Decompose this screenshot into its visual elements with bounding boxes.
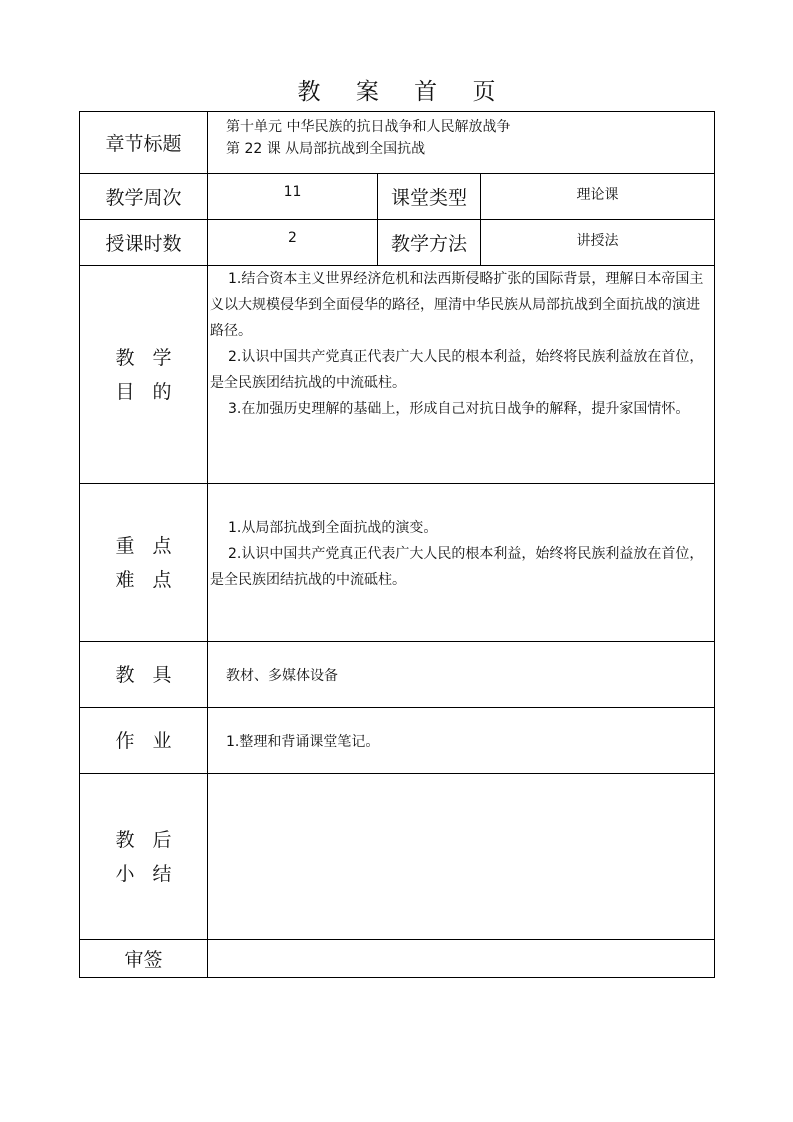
page-title: 教 案 首 页 bbox=[297, 79, 510, 105]
tools-label-text: 教 具 bbox=[115, 663, 178, 686]
key-points-label-line2: 难 点 bbox=[115, 568, 178, 591]
lesson-plan-table bbox=[79, 111, 715, 978]
objectives-label bbox=[80, 266, 208, 484]
class-type-value: 理论课 bbox=[481, 174, 715, 220]
homework-label-text: 作 业 bbox=[115, 729, 178, 752]
homework-label bbox=[80, 708, 208, 774]
hours-row bbox=[80, 220, 715, 266]
objectives-label-line2: 目 的 bbox=[115, 380, 178, 403]
chapter-label: 章节标题 bbox=[80, 112, 208, 174]
summary-row bbox=[80, 774, 715, 940]
chapter-row bbox=[80, 112, 715, 174]
week-row bbox=[80, 174, 715, 220]
tools-row bbox=[80, 642, 715, 708]
key-points-content bbox=[208, 484, 715, 642]
review-content[interactable] bbox=[208, 940, 715, 978]
summary-label-line1: 教 后 bbox=[115, 828, 178, 851]
chapter-content bbox=[208, 112, 715, 174]
method-label: 教学方法 bbox=[378, 220, 481, 266]
key-point-item: 1.从局部抗战到全面抗战的演变。 bbox=[228, 520, 438, 536]
objectives-label-line1: 教 学 bbox=[115, 346, 178, 369]
method-value: 讲授法 bbox=[481, 220, 715, 266]
key-point-item: 2.认识中国共产党真正代表广大人民的根本利益，始终将民族利益放在首位，是全民族团结抗战的中流砥柱。 bbox=[210, 546, 704, 588]
hours-label: 授课时数 bbox=[80, 220, 208, 266]
class-type-label: 课堂类型 bbox=[378, 174, 481, 220]
objectives-content bbox=[208, 266, 715, 484]
objective-item: 2.认识中国共产党真正代表广大人民的根本利益，始终将民族利益放在首位，是全民族团结抗战的中流砥柱。 bbox=[210, 349, 704, 391]
objective-item: 3.在加强历史理解的基础上，形成自己对抗日战争的解释，提升家国情怀。 bbox=[228, 401, 690, 417]
homework-content: 1.整理和背诵课堂笔记。 bbox=[208, 708, 715, 774]
homework-row bbox=[80, 708, 715, 774]
key-points-label bbox=[80, 484, 208, 642]
objective-item: 1.结合资本主义世界经济危机和法西斯侵略扩张的国际背景，理解日本帝国主义以大规模侵华到全面侵华的路径，厘清中华民族从局部抗战到全面抗战的演进路径。 bbox=[210, 271, 704, 339]
key-points-row bbox=[80, 484, 715, 642]
tools-label bbox=[80, 642, 208, 708]
hours-value: 2 bbox=[208, 220, 378, 266]
objectives-row bbox=[80, 266, 715, 484]
review-label: 审签 bbox=[80, 940, 208, 978]
week-label: 教学周次 bbox=[80, 174, 208, 220]
unit-title: 第十单元 中华民族的抗日战争和人民解放战争 bbox=[226, 119, 511, 135]
review-row bbox=[80, 940, 715, 978]
summary-label-line2: 小 结 bbox=[115, 862, 178, 885]
tools-content: 教材、多媒体设备 bbox=[208, 642, 715, 708]
summary-label bbox=[80, 774, 208, 940]
week-value: 11 bbox=[208, 174, 378, 220]
key-points-label-line1: 重 点 bbox=[115, 534, 178, 557]
lesson-title: 第 22 课 从局部抗战到全国抗战 bbox=[226, 141, 426, 157]
summary-content[interactable] bbox=[208, 774, 715, 940]
